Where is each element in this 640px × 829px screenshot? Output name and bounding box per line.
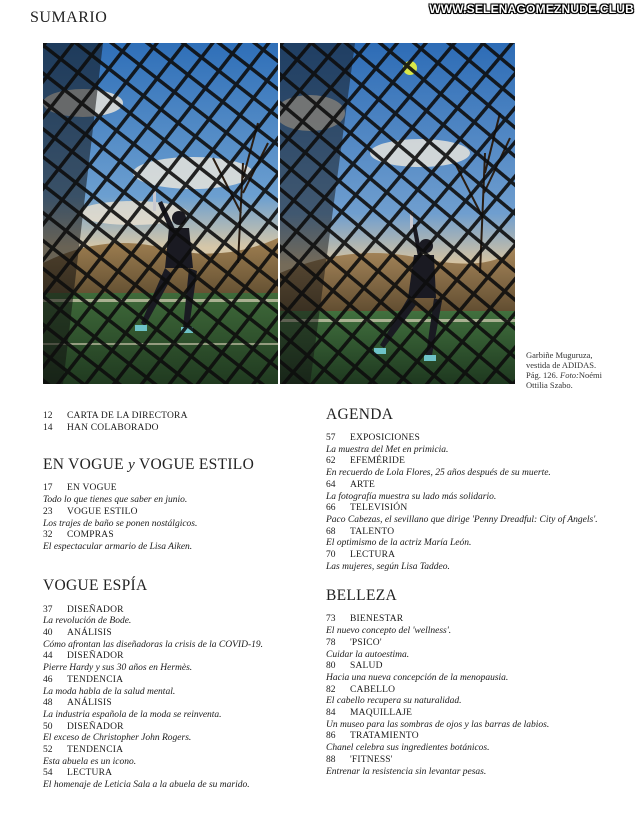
page-number: 82 bbox=[326, 684, 336, 695]
entry-title: DISEÑADOR bbox=[67, 651, 124, 662]
page-number: 73 bbox=[326, 614, 336, 625]
entry-line bbox=[43, 530, 313, 542]
page-number: 37 bbox=[43, 604, 53, 615]
entry-title: ANÁLISIS bbox=[67, 628, 112, 639]
list-item[interactable] bbox=[43, 423, 313, 435]
tennis-photo-left bbox=[43, 43, 278, 384]
heading-part: EN VOGUE bbox=[43, 456, 124, 474]
right-column bbox=[326, 406, 626, 778]
belleza-list bbox=[326, 614, 626, 778]
entry-line bbox=[43, 768, 313, 780]
page-number: 48 bbox=[43, 698, 53, 709]
list-item[interactable] bbox=[43, 411, 313, 423]
entry-title: LECTURA bbox=[350, 550, 396, 561]
list-item[interactable] bbox=[326, 614, 626, 637]
entry-title: EXPOSICIONES bbox=[350, 433, 420, 443]
list-item[interactable] bbox=[326, 708, 626, 731]
list-item[interactable] bbox=[43, 722, 313, 745]
entry-description: Los trajes de baño se ponen nostálgicos. bbox=[43, 518, 198, 529]
page-number: 44 bbox=[43, 651, 53, 662]
entry-description: Un museo para las sombras de ojos y las barras de labios. bbox=[326, 719, 550, 730]
list-item[interactable] bbox=[326, 638, 626, 661]
entry-line bbox=[326, 685, 626, 697]
photo-caption bbox=[526, 350, 636, 390]
page-number: 88 bbox=[326, 754, 336, 765]
entry-description: La industria española de la moda se reinventa. bbox=[43, 709, 222, 720]
entry-title: TENDENCIA bbox=[67, 745, 124, 756]
entry-line bbox=[43, 651, 313, 663]
entry-line bbox=[43, 605, 313, 617]
entry-line bbox=[43, 628, 313, 640]
entry-line bbox=[43, 698, 313, 710]
page-number: 54 bbox=[43, 768, 53, 779]
entry-line bbox=[326, 708, 626, 720]
entry-description: Cuidar la autoestima. bbox=[326, 649, 410, 660]
entry-line bbox=[326, 731, 626, 743]
entry-description: La revolución de Bode. bbox=[43, 616, 132, 627]
entry-description: El homenaje de Leticia Sala a la abuela de su marido. bbox=[43, 780, 250, 791]
entry-title: MAQUILLAJE bbox=[350, 708, 413, 719]
list-item[interactable] bbox=[43, 605, 313, 628]
entry-title: TELEVISIÓN bbox=[350, 503, 408, 514]
page-number: 23 bbox=[43, 506, 53, 517]
entry-title: COMPRAS bbox=[67, 530, 114, 541]
entry-title: SALUD bbox=[350, 661, 383, 672]
page-number: 57 bbox=[326, 433, 336, 443]
list-item[interactable] bbox=[326, 550, 626, 573]
page-number: 78 bbox=[326, 637, 336, 648]
page-number: 52 bbox=[43, 745, 53, 756]
page-number: 50 bbox=[43, 721, 53, 732]
entry-line bbox=[43, 507, 313, 519]
list-item[interactable] bbox=[43, 675, 313, 698]
page-number: 17 bbox=[43, 483, 53, 494]
entry-title: EFEMÉRIDE bbox=[350, 456, 406, 467]
entry-description: Todo lo que tienes que saber en junio. bbox=[43, 495, 188, 506]
list-item[interactable] bbox=[326, 527, 626, 550]
entry-description: Chanel celebra sus ingredientes botánicos. bbox=[326, 743, 490, 754]
entry-description: La moda habla de la salud mental. bbox=[43, 686, 176, 697]
intro-list bbox=[43, 411, 313, 434]
list-item[interactable] bbox=[326, 731, 626, 754]
left-column bbox=[43, 411, 313, 792]
tennis-photo-left-image bbox=[43, 43, 278, 384]
list-item[interactable] bbox=[326, 755, 626, 778]
list-item[interactable] bbox=[43, 483, 313, 506]
page-number: 66 bbox=[326, 503, 336, 514]
entry-title: VOGUE ESTILO bbox=[67, 506, 138, 517]
vogue-espia-list bbox=[43, 605, 313, 792]
entry-title: DISEÑADOR bbox=[67, 721, 124, 732]
list-item[interactable] bbox=[43, 698, 313, 721]
entry-description: Las mujeres, según Lisa Taddeo. bbox=[326, 561, 450, 572]
entry-description: Pierre Hardy y sus 30 años en Hermès. bbox=[43, 663, 193, 674]
entry-title: TRATAMIENTO bbox=[350, 731, 419, 742]
entry-title: 'PSICO' bbox=[350, 637, 382, 648]
entry-description: El nuevo concepto del 'wellness'. bbox=[326, 626, 452, 637]
page-number: 40 bbox=[43, 628, 53, 639]
en-vogue-list bbox=[43, 483, 313, 553]
entry-title: ANÁLISIS bbox=[67, 698, 112, 709]
list-item[interactable] bbox=[326, 503, 626, 526]
entry-title: CABELLO bbox=[350, 684, 396, 695]
page-number: 62 bbox=[326, 456, 336, 467]
entry-line bbox=[43, 745, 313, 757]
list-item[interactable] bbox=[326, 433, 626, 456]
caption-line: Garbiñe Muguruza, bbox=[526, 350, 593, 360]
watermark: WWW.SELENAGOMEZNUDE.CLUB bbox=[429, 2, 634, 16]
entry-title: CARTA DE LA DIRECTORA bbox=[67, 411, 188, 421]
entry-title: DISEÑADOR bbox=[67, 604, 124, 615]
heading-part: VOGUE ESTILO bbox=[138, 456, 255, 474]
caption-line: Ottilia Szabo. bbox=[526, 380, 573, 390]
entry-line bbox=[326, 550, 626, 562]
entry-description: Hacia una nueva concepción de la menopausia. bbox=[326, 672, 509, 683]
entry-description: La fotografía muestra su lado más solidario. bbox=[326, 491, 497, 502]
list-item[interactable] bbox=[43, 768, 313, 791]
entry-line bbox=[326, 638, 626, 650]
entry-description: El cabello recupera su naturalidad. bbox=[326, 696, 462, 707]
entry-line bbox=[326, 503, 626, 515]
page-number: 64 bbox=[326, 479, 336, 490]
caption-foto-label: Foto: bbox=[560, 370, 579, 380]
entry-description: El exceso de Christopher John Rogers. bbox=[43, 733, 192, 744]
entry-description: Entrenar la resistencia sin levantar pesas. bbox=[326, 766, 487, 777]
entry-title: HAN COLABORADO bbox=[67, 422, 159, 433]
section-heading-agenda: AGENDA bbox=[326, 406, 394, 423]
tennis-photo-right-image bbox=[280, 43, 515, 384]
page-number: 70 bbox=[326, 550, 336, 561]
list-item[interactable] bbox=[43, 530, 313, 553]
page-number: 32 bbox=[43, 530, 53, 541]
list-item[interactable] bbox=[326, 480, 626, 503]
caption-line: vestida de ADIDAS. bbox=[526, 360, 597, 370]
entry-line bbox=[43, 483, 313, 495]
list-item[interactable] bbox=[43, 507, 313, 530]
page-title: SUMARIO bbox=[30, 9, 108, 26]
caption-photographer: Noémi bbox=[578, 370, 603, 380]
entry-description: El optimismo de la actriz María León. bbox=[326, 538, 472, 549]
entry-line bbox=[43, 675, 313, 687]
list-item[interactable] bbox=[326, 456, 626, 479]
section-heading-vogue-espia: VOGUE ESPÍA bbox=[43, 576, 148, 594]
entry-line bbox=[326, 433, 626, 445]
list-item[interactable] bbox=[43, 745, 313, 768]
entry-line bbox=[326, 527, 626, 539]
entry-title: TENDENCIA bbox=[67, 674, 124, 685]
list-item[interactable] bbox=[43, 651, 313, 674]
entry-line bbox=[326, 661, 626, 673]
page-number: 68 bbox=[326, 526, 336, 537]
entry-title: TALENTO bbox=[350, 526, 395, 537]
page-number: 84 bbox=[326, 708, 336, 719]
entry-line bbox=[326, 456, 626, 468]
section-heading-belleza: BELLEZA bbox=[326, 587, 397, 605]
tennis-photo-right bbox=[280, 43, 515, 384]
section-heading-en-vogue bbox=[43, 456, 313, 474]
caption-line bbox=[526, 370, 636, 380]
entry-title: EN VOGUE bbox=[67, 483, 117, 494]
list-item[interactable] bbox=[326, 685, 626, 708]
entry-description: Esta abuela es un icono. bbox=[43, 756, 137, 767]
entry-line bbox=[326, 614, 626, 626]
page-number: 14 bbox=[43, 422, 53, 433]
page-number: 86 bbox=[326, 731, 336, 742]
entry-title: BIENESTAR bbox=[350, 614, 404, 625]
list-item[interactable] bbox=[326, 661, 626, 684]
page-number: 80 bbox=[326, 661, 336, 672]
agenda-list bbox=[326, 433, 626, 573]
entry-description: En recuerdo de Lola Flores, 25 años después de su muerte. bbox=[326, 468, 551, 479]
entry-line bbox=[326, 755, 626, 767]
list-item[interactable] bbox=[43, 628, 313, 651]
entry-description: Cómo afrontan las diseñadoras la crisis de la COVID-19. bbox=[43, 639, 263, 650]
page-number: 12 bbox=[43, 411, 53, 421]
entry-line bbox=[43, 722, 313, 734]
page-number: 46 bbox=[43, 674, 53, 685]
heading-conjunction: y bbox=[128, 457, 136, 474]
entry-title: 'FITNESS' bbox=[350, 754, 393, 765]
entry-description: El espectacular armario de Lisa Aiken. bbox=[43, 541, 193, 552]
entry-title: ARTE bbox=[350, 479, 376, 490]
entry-description: Paco Cabezas, el sevillano que dirige 'Penny Dreadful: City of Angels'. bbox=[326, 514, 598, 525]
entry-line bbox=[326, 480, 626, 492]
caption-page: Pág. 126. bbox=[526, 370, 558, 380]
entry-description: La muestra del Met en primicia. bbox=[326, 444, 449, 455]
entry-title: LECTURA bbox=[67, 768, 113, 779]
